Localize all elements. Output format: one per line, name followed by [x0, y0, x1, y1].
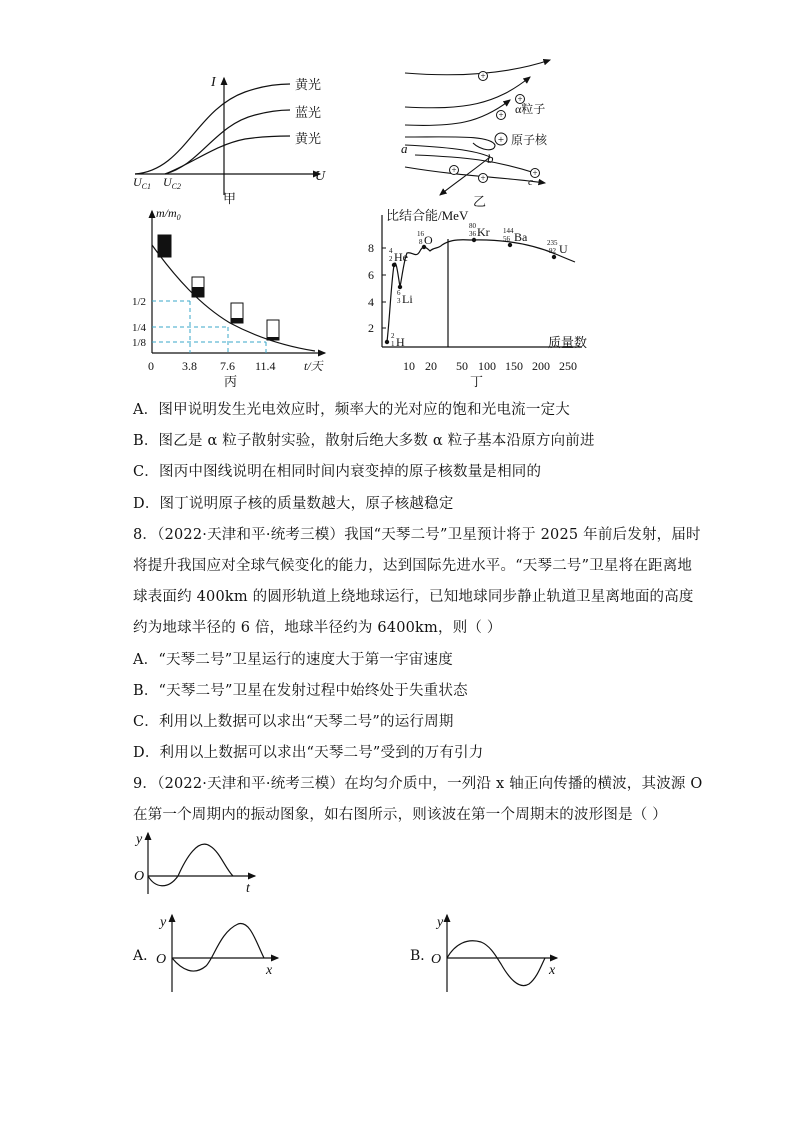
ding-y-tick-4: 4 [368, 295, 374, 309]
wave-a-o: O [156, 952, 167, 967]
svg-text:+: + [497, 134, 505, 146]
bing-x-tick-2: 7.6 [220, 359, 235, 373]
ding-x-tick-250: 250 [559, 359, 577, 373]
wave-a-x: x [266, 963, 273, 978]
svg-text:+: + [517, 94, 523, 104]
nuclide-h [391, 332, 405, 349]
figure-bing [130, 205, 335, 390]
q8-stem-line-1: 8．（2022·天津和平·统考三模）我国“天琴二号”卫星预计将于 2025 年前后发射，届时 [133, 527, 701, 543]
bing-x-tick-0: 0 [148, 359, 154, 373]
bing-x-tick-1: 3.8 [182, 359, 197, 373]
ding-x-tick-20: 20 [425, 359, 437, 373]
svg-text:+: + [480, 173, 486, 183]
nuclide-o [417, 230, 433, 247]
svg-text:80: 80 [469, 222, 476, 230]
ding-y-axis-label: 比结合能/MeV [386, 208, 469, 223]
svg-text:36: 36 [469, 230, 476, 238]
ding-figure-label: 丁 [470, 374, 484, 389]
q7-option-d: D．图丁说明原子核的质量数越大，原子核越稳定 [133, 496, 454, 512]
bing-y-tick-quarter: 1/4 [132, 322, 147, 334]
bing-y-tick-half: 1/2 [132, 296, 147, 308]
wave-b-x: x [549, 963, 556, 978]
wave-source-graph [130, 828, 265, 898]
svg-text:144: 144 [503, 227, 514, 235]
q8-option-c: C．利用以上数据可以求出“天琴二号”的运行周期 [133, 714, 454, 730]
jia-tick-u1: U [133, 175, 142, 189]
q8-stem-line-3: 球表面约 400km 的圆形轨道上绕地球运行，已知地球同步静止轨道卫星离地面的高度 [133, 589, 694, 605]
svg-text:Kr: Kr [477, 225, 490, 239]
figure-jia [125, 70, 335, 205]
svg-text:O: O [424, 233, 433, 247]
jia-tick-c1: C1 [141, 182, 152, 191]
q9-stem-line-1: 9．（2022·天津和平·统考三模）在均匀介质中，一列沿 x 轴正向传播的横波，其波源 O [133, 776, 703, 792]
jia-figure-label: 甲 [223, 191, 237, 205]
q7-option-b: B．图乙是 α 粒子散射实验，散射后绝大多数 α 粒子基本沿原方向前进 [133, 433, 595, 449]
wave-option-a-graph [150, 912, 285, 994]
svg-text:1: 1 [391, 340, 395, 348]
q9-option-a-label[interactable]: A． [133, 948, 158, 964]
yi-figure-label: 乙 [473, 194, 487, 209]
svg-text:92: 92 [549, 247, 556, 255]
ding-x-tick-150: 150 [505, 359, 523, 373]
jia-tick-c2: C2 [171, 182, 182, 191]
q8-option-a: A．“天琴二号”卫星运行的速度大于第一宇宙速度 [133, 652, 453, 668]
ding-x-axis-label: 质量数 [548, 335, 588, 350]
jia-curve-label-3: 黄光 [295, 131, 322, 146]
bing-y-tick-eighth: 1/8 [132, 337, 147, 349]
q7-option-c: C．图丙中图线说明在相同时间内衰变掉的原子核数量是相同的 [133, 464, 542, 480]
wave-b-y: y [437, 915, 444, 930]
svg-text:56: 56 [503, 235, 510, 243]
wave-src-o: O [134, 869, 145, 884]
nuclide-u [547, 239, 568, 256]
yi-point-a: a [401, 141, 408, 156]
bing-figure-label: 丙 [224, 374, 238, 389]
figure-ding [360, 205, 600, 390]
ding-y-tick-6: 6 [368, 268, 374, 282]
svg-text:+: + [498, 110, 504, 120]
jia-x-axis-label: U [315, 169, 326, 184]
q9-option-b-label[interactable]: B． [410, 948, 435, 964]
nuclide-kr [469, 222, 490, 239]
svg-text:m/m0 [156, 206, 181, 222]
svg-text:H: H [396, 335, 405, 349]
q8-stem-line-4: 约为地球半径的 6 倍，地球半径约为 6400km，则（ ） [133, 620, 502, 636]
yi-alpha-label: α粒子 [515, 102, 546, 116]
q8-stem-line-2: 将提升我国应对全球气候变化的能力，达到国际先进水平。“天琴二号”卫星将在距离地 [133, 558, 693, 574]
svg-text:+: + [451, 165, 457, 175]
svg-text:Ba: Ba [514, 230, 528, 244]
bing-x-tick-3: 11.4 [255, 359, 276, 373]
ding-x-tick-50: 50 [456, 359, 468, 373]
bing-x-axis-label: t/天 [304, 359, 323, 373]
svg-text:U: U [559, 242, 568, 256]
yi-point-b: b [487, 151, 494, 166]
bing-y-axis-label: m/m [156, 206, 177, 220]
q9-stem-line-2: 在第一个周期内的振动图象，如右图所示，则该波在第一个周期末的波形图是（ ） [133, 807, 668, 823]
wave-b-o: O [431, 952, 442, 967]
svg-text:2: 2 [389, 255, 393, 263]
svg-text:3: 3 [397, 297, 401, 305]
ding-x-tick-100: 100 [478, 359, 496, 373]
ding-x-tick-10: 10 [403, 359, 415, 373]
ding-x-tick-200: 200 [532, 359, 550, 373]
nuclide-ba [503, 227, 528, 244]
svg-text:+: + [532, 168, 538, 178]
ding-y-tick-8: 8 [368, 241, 374, 255]
wave-option-b-graph [425, 912, 565, 994]
ding-y-tick-2: 2 [368, 321, 374, 335]
svg-text:4: 4 [389, 247, 393, 255]
jia-curve-label-2: 蓝光 [295, 105, 322, 120]
wave-src-y: y [136, 832, 143, 847]
svg-text:UC1 [133, 175, 151, 191]
q7-option-a: A．图甲说明发生光电效应时，频率大的光对应的饱和光电流一定大 [133, 402, 570, 418]
svg-text:6: 6 [397, 289, 401, 297]
bing-y-axis-sub: 0 [176, 213, 181, 222]
q8-option-b: B．“天琴二号”卫星在发射过程中始终处于失重状态 [133, 683, 468, 699]
jia-y-axis-label: I [211, 75, 216, 90]
figure-yi [395, 55, 565, 210]
svg-text:235: 235 [547, 239, 558, 247]
nuclide-li [397, 289, 413, 306]
q8-option-d: D．利用以上数据可以求出“天琴二号”受到的万有引力 [133, 745, 484, 761]
yi-point-c: c [528, 176, 533, 188]
jia-tick-u2: U [163, 175, 172, 189]
svg-text:2: 2 [391, 332, 395, 340]
svg-text:+: + [480, 71, 486, 81]
yi-nucleus-label: 原子核 [511, 133, 548, 147]
svg-text:UC2 [163, 175, 181, 191]
nuclide-he [389, 247, 408, 264]
wave-src-t: t [246, 881, 250, 896]
svg-text:He: He [394, 250, 408, 264]
svg-text:Li: Li [402, 292, 413, 306]
wave-a-y: y [160, 915, 167, 930]
svg-text:8: 8 [419, 238, 423, 246]
jia-curve-label-1: 黄光 [295, 77, 322, 92]
svg-text:16: 16 [417, 230, 424, 238]
